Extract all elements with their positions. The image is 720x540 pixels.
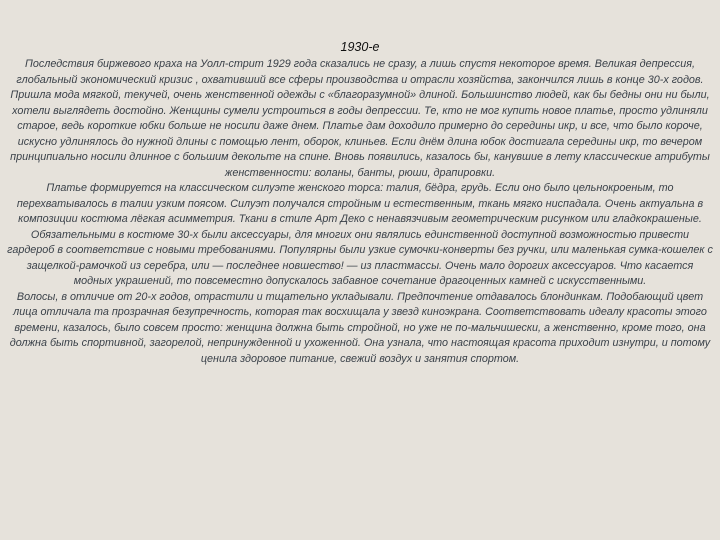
slide-body	[6, 57, 714, 367]
paragraph-fashion: Пришла мода мягкой, текучей, очень женственной одежды с «благоразумной» длиной. Большинство людей, как бы бедны они ни были, хотели выглядеть достойно. Женщины сумели устроиться в годы депрессии. Те, кто не мог купить новое платье, просто удлиняли старое, ведь короткие юбки больше не носили даже днем. Платье дам доходило примерно до середины икр, и все, что было короче, искусно удлинялось до нужной длины с помощью лент, оборок, клиньев. Если днём длина юбок достигала середины икр, то вечером принципиально носили длинное с большим декольте на спине. Вновь появились, казалось бы, канувшие в лету классические атрибуты женственности: воланы, банты, рюши, драпировки.	[10, 89, 710, 179]
paragraph-hair-beauty: Волосы, в отличие от 20-х годов, отрастили и тщательно укладывали. Предпочтение отдавалось блондинкам. Подобающий цвет лица отличала та прозрачная безупречность, которая так восхищала у звезд киноэкрана. Соответствовать идеалу красоты этого времени, казалось, было совсем просто: женщина должна быть стройной, но уже не по-мальчишески, а женственно, кроме того, она должна быть спортивной, загорелой, непринужденной и ухоженной. Она узнала, что настоящая красота приходит изнутри, и потому ценила здоровое питание, свежий воздух и занятия спортом.	[9, 290, 711, 365]
slide-title: 1930-е	[340, 40, 380, 54]
paragraph-dress-silhouette: Платье формируется на классическом силуэте женского торса: талия, бёдра, грудь. Если оно было цельнокроеным, то перехватывалось в талии узким поясом. Силуэт получался стройным и естественным, ткань мягко ниспадала. Очень актуальна в композиции костюма лёгкая асимметрия. Ткани в стиле Арт Деко с ненавязчивым геометрическим рисунком или гладкокрашеные. Обязательными в костюме 30-х были аксессуары, для многих они являлись единственной доступной возможностью привести гардероб в соответствие с новыми требованиями. Популярны были узкие сумочки-конверты без ручки, или маленькая сумка-кошелек с защелкой-рамочкой из серебра, или — последнее новшество! — из пластмассы. Очень мало дорогих аксессуаров. Что касается модных украшений, то повсеместно допускалось забавное сочетание драгоценных камней с искусственными.	[7, 182, 713, 287]
paragraph-intro: Последствия биржевого краха на Уолл-стрит 1929 года сказались не сразу, а лишь спустя некоторое время. Великая депрессия, глобальный экономический кризис , охвативший все сферы производства и отрасли хозяйства, закончился лишь в конце 30-х годов.	[16, 58, 704, 86]
